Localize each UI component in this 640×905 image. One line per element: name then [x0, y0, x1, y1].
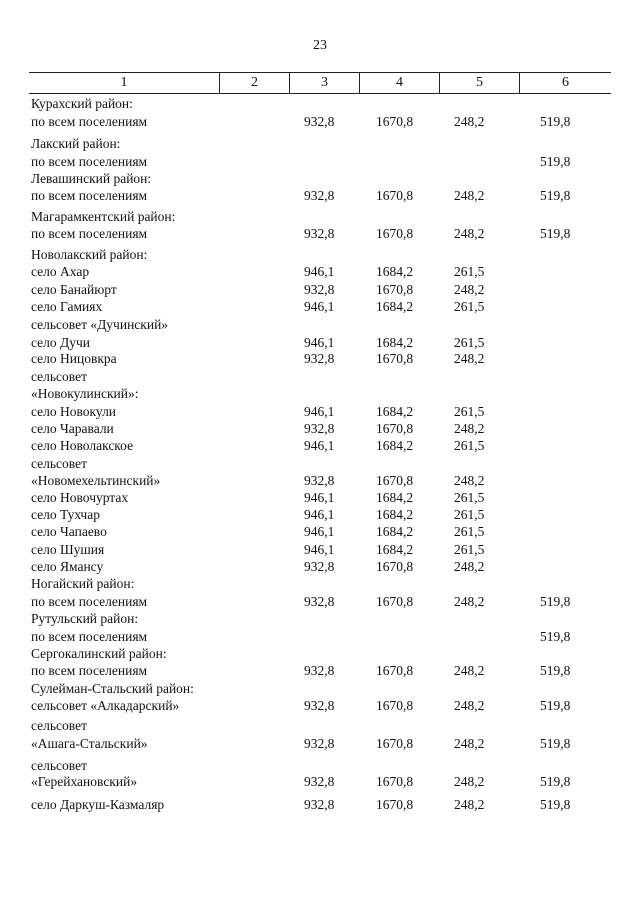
- value-col-4: 1684,2: [376, 299, 414, 314]
- value-col-3: 932,8: [304, 188, 335, 203]
- table-row: [0, 662, 640, 679]
- row-label: село Банайюрт: [31, 282, 117, 297]
- value-col-3: 946,1: [304, 438, 335, 453]
- row-label: село Даркуш-Казмаляр: [31, 797, 165, 812]
- value-col-3: 946,1: [304, 490, 335, 505]
- table-row: [0, 113, 640, 130]
- value-col-4: 1684,2: [376, 490, 414, 505]
- table-row: [0, 246, 640, 263]
- value-col-5: 261,5: [454, 507, 485, 522]
- value-col-4: 1670,8: [376, 473, 414, 488]
- row-label: по всем поселениям: [31, 594, 148, 609]
- column-header-3: 3: [290, 73, 360, 93]
- table-row: [0, 368, 640, 385]
- table-row: [0, 298, 640, 315]
- row-label: Сулейман-Стальский район:: [31, 681, 194, 696]
- value-col-5: 248,2: [454, 351, 485, 366]
- table-row: [0, 558, 640, 575]
- row-label: Рутульский район:: [31, 611, 139, 626]
- value-col-3: 932,8: [304, 282, 335, 297]
- value-col-5: 248,2: [454, 774, 485, 789]
- value-col-3: 946,1: [304, 335, 335, 350]
- value-col-4: 1684,2: [376, 524, 414, 539]
- value-col-5: 248,2: [454, 473, 485, 488]
- value-col-5: 248,2: [454, 114, 485, 129]
- value-col-4: 1670,8: [376, 226, 414, 241]
- value-col-5: 248,2: [454, 797, 485, 812]
- table-row: [0, 437, 640, 454]
- value-col-4: 1670,8: [376, 663, 414, 678]
- row-label: Магарамкентский район:: [31, 209, 176, 224]
- table-row: [0, 385, 640, 402]
- value-col-3: 932,8: [304, 473, 335, 488]
- table-row: [0, 717, 640, 734]
- table-row: [0, 645, 640, 662]
- row-label: по всем поселениям: [31, 154, 148, 169]
- table-row: [0, 680, 640, 697]
- row-label: Курахский район:: [31, 96, 133, 111]
- value-col-3: 932,8: [304, 226, 335, 241]
- value-col-3: 946,1: [304, 542, 335, 557]
- table-row: [0, 135, 640, 152]
- value-col-6: 519,8: [540, 629, 571, 644]
- row-label: сельсовет: [31, 758, 87, 773]
- value-col-6: 519,8: [540, 594, 571, 609]
- row-label: сельсовет: [31, 456, 87, 471]
- table-row: [0, 773, 640, 790]
- value-col-5: 248,2: [454, 736, 485, 751]
- value-col-4: 1670,8: [376, 594, 414, 609]
- table-row: [0, 281, 640, 298]
- row-label: село Чапаево: [31, 524, 107, 539]
- value-col-5: 248,2: [454, 663, 485, 678]
- value-col-5: 261,5: [454, 335, 485, 350]
- value-col-3: 932,8: [304, 594, 335, 609]
- table-row: [0, 225, 640, 242]
- table-row: [0, 697, 640, 714]
- table-row: [0, 316, 640, 333]
- value-col-3: 932,8: [304, 663, 335, 678]
- table-row: [0, 506, 640, 523]
- value-col-5: 248,2: [454, 421, 485, 436]
- table-row: [0, 208, 640, 225]
- row-label: село Новокули: [31, 404, 117, 419]
- row-label: сельсовет «Алкадарский»: [31, 698, 180, 713]
- row-label: село Новочуртах: [31, 490, 129, 505]
- value-col-4: 1670,8: [376, 559, 414, 574]
- value-col-4: 1684,2: [376, 507, 414, 522]
- value-col-6: 519,8: [540, 698, 571, 713]
- column-header-2: 2: [220, 73, 290, 93]
- table-row: [0, 796, 640, 813]
- row-label: сельсовет: [31, 369, 87, 384]
- value-col-5: 248,2: [454, 698, 485, 713]
- value-col-3: 932,8: [304, 114, 335, 129]
- table-row: [0, 95, 640, 112]
- row-label: по всем поселениям: [31, 114, 148, 129]
- table-row: [0, 541, 640, 558]
- value-col-5: 248,2: [454, 559, 485, 574]
- row-label: по всем поселениям: [31, 629, 148, 644]
- value-col-4: 1670,8: [376, 114, 414, 129]
- value-col-4: 1670,8: [376, 421, 414, 436]
- row-label: «Новомехельтинский»: [31, 473, 161, 488]
- row-label: село Гамиях: [31, 299, 103, 314]
- table-row: [0, 350, 640, 367]
- value-col-4: 1684,2: [376, 542, 414, 557]
- value-col-4: 1670,8: [376, 698, 414, 713]
- row-label: Лакский район:: [31, 136, 121, 151]
- value-col-5: 248,2: [454, 282, 485, 297]
- value-col-4: 1670,8: [376, 797, 414, 812]
- value-col-5: 261,5: [454, 542, 485, 557]
- value-col-3: 932,8: [304, 736, 335, 751]
- row-label: Сергокалинский район:: [31, 646, 167, 661]
- row-label: по всем поселениям: [31, 188, 148, 203]
- row-label: «Герейхановский»: [31, 774, 138, 789]
- value-col-6: 519,8: [540, 797, 571, 812]
- row-label: село Тухчар: [31, 507, 100, 522]
- table-row: [0, 628, 640, 645]
- table-row: [0, 187, 640, 204]
- table-row: [0, 489, 640, 506]
- column-header-1: 1: [29, 73, 220, 93]
- row-label: село Новолакское: [31, 438, 134, 453]
- column-header-5: 5: [440, 73, 520, 93]
- column-header-6: 6: [562, 75, 569, 90]
- column-header-4: 4: [360, 73, 440, 93]
- value-col-3: 946,1: [304, 299, 335, 314]
- row-label: Новолакский район:: [31, 247, 148, 262]
- value-col-3: 932,8: [304, 421, 335, 436]
- row-label: Левашинский район:: [31, 171, 152, 186]
- table-row: [0, 420, 640, 437]
- table-row: [0, 455, 640, 472]
- page-number: 23: [313, 38, 327, 53]
- row-label: село Ямансу: [31, 559, 104, 574]
- table-row: [0, 334, 640, 351]
- value-col-3: 932,8: [304, 559, 335, 574]
- value-col-5: 248,2: [454, 226, 485, 241]
- table-row: [0, 735, 640, 752]
- table-row: [0, 153, 640, 170]
- value-col-3: 946,1: [304, 507, 335, 522]
- value-col-3: 932,8: [304, 698, 335, 713]
- value-col-4: 1670,8: [376, 774, 414, 789]
- value-col-5: 261,5: [454, 490, 485, 505]
- table-row: [0, 263, 640, 280]
- row-label: село Дучи: [31, 335, 90, 350]
- value-col-3: 946,1: [304, 404, 335, 419]
- row-label: село Ахар: [31, 264, 90, 279]
- value-col-4: 1670,8: [376, 351, 414, 366]
- row-label: «Ашага-Стальский»: [31, 736, 148, 751]
- table-row: [0, 403, 640, 420]
- row-label: село Чаравали: [31, 421, 114, 436]
- value-col-4: 1684,2: [376, 264, 414, 279]
- value-col-4: 1684,2: [376, 335, 414, 350]
- value-col-5: 261,5: [454, 264, 485, 279]
- value-col-5: 261,5: [454, 438, 485, 453]
- value-col-4: 1670,8: [376, 282, 414, 297]
- row-label: село Ницовкра: [31, 351, 117, 366]
- row-label: по всем поселениям: [31, 226, 148, 241]
- row-label: сельсовет: [31, 718, 87, 733]
- row-label: «Новокулинский»:: [31, 386, 139, 401]
- value-col-6: 519,8: [540, 154, 571, 169]
- value-col-3: 946,1: [304, 264, 335, 279]
- value-col-3: 932,8: [304, 774, 335, 789]
- row-label: сельсовет «Дучинский»: [31, 317, 169, 332]
- table-row: [0, 170, 640, 187]
- value-col-6: 519,8: [540, 188, 571, 203]
- row-label: село Шушия: [31, 542, 105, 557]
- value-col-6: 519,8: [540, 774, 571, 789]
- row-label: Ногайский район:: [31, 576, 135, 591]
- row-label: по всем поселениям: [31, 663, 148, 678]
- value-col-5: 248,2: [454, 188, 485, 203]
- value-col-5: 261,5: [454, 524, 485, 539]
- value-col-4: 1670,8: [376, 736, 414, 751]
- value-col-4: 1670,8: [376, 188, 414, 203]
- table-row: [0, 610, 640, 627]
- value-col-4: 1684,2: [376, 404, 414, 419]
- value-col-6: 519,8: [540, 663, 571, 678]
- value-col-3: 932,8: [304, 351, 335, 366]
- table-row: [0, 757, 640, 774]
- value-col-5: 248,2: [454, 594, 485, 609]
- value-col-3: 932,8: [304, 797, 335, 812]
- table-row: [0, 472, 640, 489]
- table-row: [0, 523, 640, 540]
- value-col-5: 261,5: [454, 299, 485, 314]
- table-row: [0, 575, 640, 592]
- value-col-4: 1684,2: [376, 438, 414, 453]
- value-col-6: 519,8: [540, 114, 571, 129]
- value-col-6: 519,8: [540, 736, 571, 751]
- table-row: [0, 593, 640, 610]
- value-col-6: 519,8: [540, 226, 571, 241]
- value-col-3: 946,1: [304, 524, 335, 539]
- value-col-5: 261,5: [454, 404, 485, 419]
